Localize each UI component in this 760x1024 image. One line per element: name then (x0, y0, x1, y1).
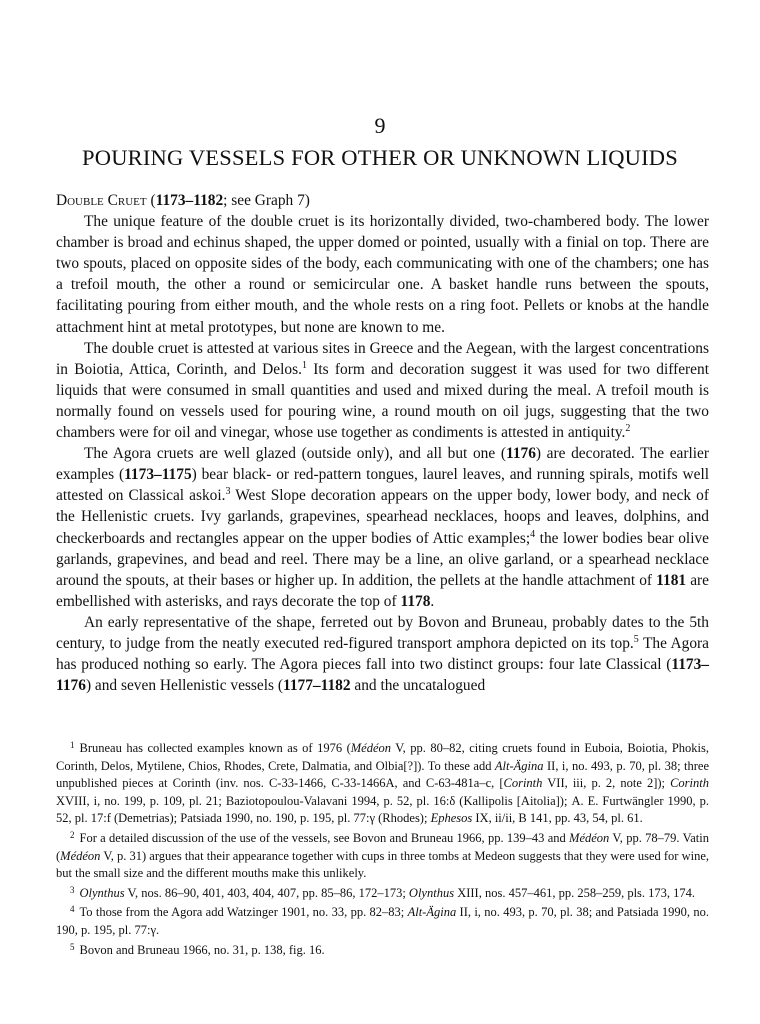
paragraph-2: The double cruet is attested at various sites in Greece and the Aegean, with the largest concentrations in Boiotia, Attica, Corinth, and Delos.$^1$ Its form and decoration suggest it was used for two different liquids that were consumed in small quantities and used and mixed during the meal. A trefoil mouth is normally found on vessels used for pouring wine, a round mouth on oil jugs, suggesting that the two chambers were for oil and vinegar, whose use together as condiments is attested in antiquity.$^2$ (56, 339, 709, 442)
footnotes (56, 740, 709, 961)
footnote-ref-2[interactable]: 2 (625, 423, 631, 435)
footnote-5: $^5$ Bovon and Bruneau 1966, no. 31, p. 138, fig. 16. (70, 941, 325, 957)
footnote-ref-3[interactable]: 3 (225, 486, 231, 498)
chapter-title: POURING VESSELS FOR OTHER OR UNKNOWN LIQUIDS (82, 145, 678, 170)
section-heading: Double Cruet (1173–1182; see Graph 7) (56, 192, 310, 209)
footnote-2: $^2$ For a detailed discussion of the use of the vessels, see Bovon and Bruneau 1966, pp. 139–43 and Médéon V, pp. 78–79. Vatin (Médéon V, p. 31) argues that their appearance together with cups in three tombs at Medeon suggests that they were used for wine, but the small size and the different mouths make this unlikely. (56, 829, 709, 881)
footnote-ref-4[interactable]: 4 (530, 528, 536, 540)
paragraph-4: An early representative of the shape, ferreted out by Bovon and Bruneau, probably dates to the 5th century, to judge from the neatly executed red-figured transport amphora depicted on its top.$^5$ The Agora has produced nothing so early. The Agora pieces fall into two distinct groups: four late Classical (1173–1176) and seven Hellenistic vessels (1177–1182 and the uncatalogued (56, 613, 709, 695)
footnote-4: $^4$ To those from the Agora add Watzinger 1901, no. 33, pp. 82–83; Alt-Ägina II, i, no. 493, p. 70, pl. 38; and Patsiada 1990, no. 190, p. 195, pl. 77:γ. (56, 904, 709, 937)
footnote-ref-1[interactable]: 1 (301, 359, 307, 371)
footnote-ref-5[interactable]: 5 (633, 633, 639, 645)
paragraph-3: The Agora cruets are well glazed (outside only), and all but one (1176) are decorated. The earlier examples (1173–1175) bear black- or red-pattern tongues, laurel leaves, and running spirals, motifs well attested on Classical askoi.$^3$ West Slope decoration appears on the upper body, lower body, and neck of the Hellenistic cruets. Ivy garlands, grapevines, spearhead necklaces, hoops and leaves, dolphins, and checkerboards and rectangles appear on the upper bodies of Attic examples;$^4$ the lower bodies bear olive garlands, grapevines, and bead and reel. There may be a line, an olive garland, or a spearhead necklace around the spouts, at their bases or higher up. In addition, the pellets at the handle attachment of 1181 are embellished with asterisks, and rays decorate the top of 1178. (56, 445, 709, 610)
chapter-number: 9 (374, 113, 386, 138)
paragraph-1: The unique feature of the double cruet is its horizontally divided, two-chambered body. The lower chamber is broad and echinus shaped, the upper domed or pointed, usually with a finial on top. There are two spouts, placed on opposite sides of the body, each communicating with one of the chambers; one has a trefoil mouth, the other a round or semicircular one. A basket handle runs between the spouts, facilitating pouring from either mouth, and the whole rests on a ring foot. Pellets or knobs at the handle attachment hint at metal prototypes, but none are known to me. (56, 213, 709, 336)
footnote-3: $^3$ Olynthus V, nos. 86–90, 401, 403, 404, 407, pp. 85–86, 172–173; Olynthus XIII, nos. 457–461, pp. 258–259, pls. 173, 174. (70, 884, 696, 900)
footnote-1: $^1$ Bruneau has collected examples known as of 1976 (Médéon V, pp. 80–82, citing cruets found in Euboia, Boiotia, Phokis, Corinth, Delos, Mytilene, Chios, Rhodes, Crete, Dalmatia, and Olbia[?]). To these add Alt-Ägina II, i, no. 493, p. 70, pl. 38; three unpublished pieces at Corinth (inv. nos. C-33-1466, C-33-1466A, and C-63-481a–c, [Corinth VII, iii, p. 2, note 2]); Corinth XVIII, i, no. 199, p. 109, pl. 21; Baziotopoulou-Valavani 1994, p. 52, pl. 16:δ (Kallipolis [Aitolia]); A. E. Furtwängler 1990, p. 52, pl. 17:f (Demetrias); Patsiada 1990, no. 190, p. 195, pl. 77:γ (Rhodes); Ephesos IX, ii/ii, B 141, pp. 43, 54, pl. 61. (56, 740, 710, 826)
body-text (56, 190, 709, 696)
